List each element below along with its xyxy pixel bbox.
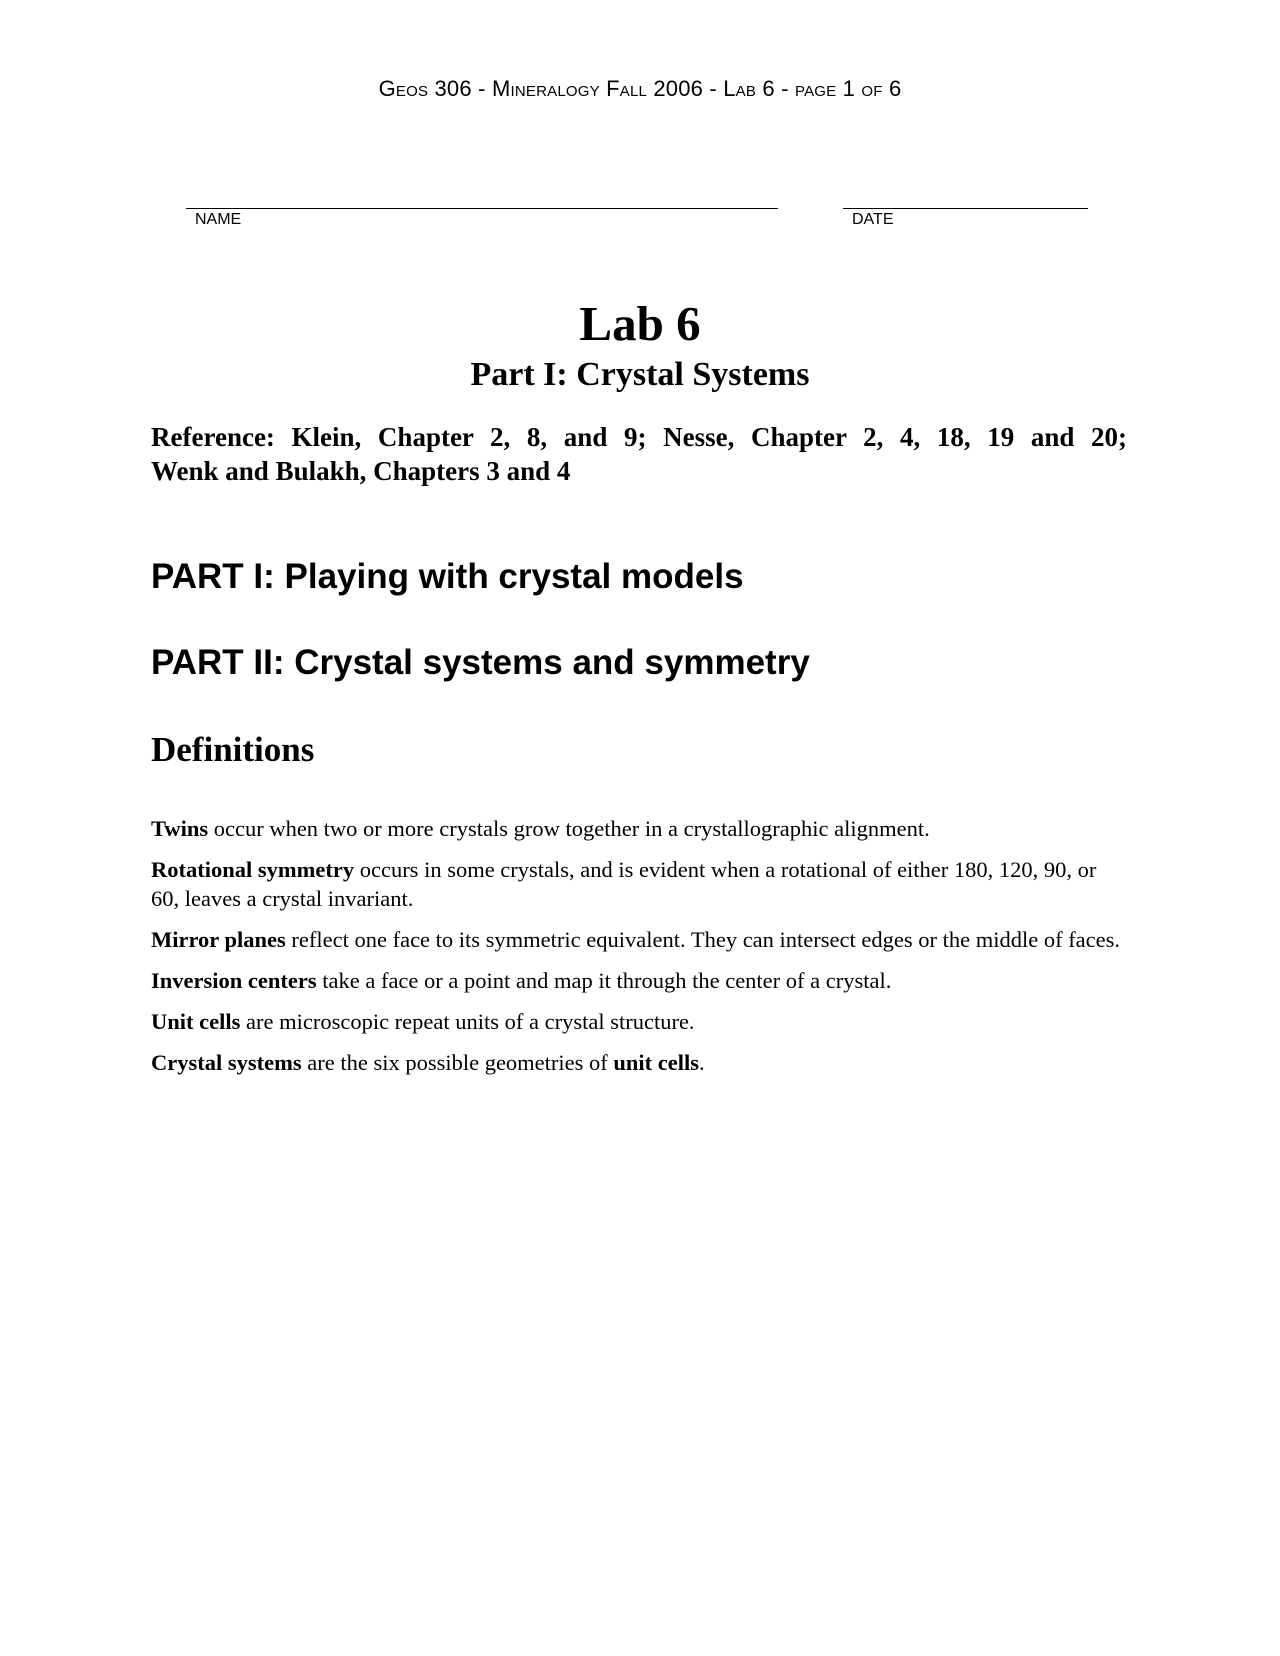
definition-text: reflect one face to its symmetric equivalent. They can intersect edges or the middle of faces. [285,927,1121,952]
definition-term: Crystal systems [151,1050,302,1075]
definition-term: Unit cells [151,1009,241,1034]
date-label: DATE [852,211,894,228]
definition-term: Mirror planes [151,927,286,952]
definition-term-inline: unit cells [613,1050,700,1075]
part-two-heading: PART II: Crystal systems and symmetry [151,643,810,682]
lab-title: Lab 6 [579,296,701,351]
definition-item [151,855,1127,913]
definitions-list [151,814,1127,1089]
definition-term: Inversion centers [151,968,317,993]
definition-item [151,966,1127,995]
name-label: NAME [195,211,242,228]
part-one-heading: PART I: Playing with crystal models [151,557,744,596]
definition-item [151,1048,1127,1077]
definition-term: Rotational symmetry [151,857,355,882]
definition-item [151,814,1127,843]
page-header: Geos 306 - Mineralogy Fall 2006 - Lab 6 - page 1 of 6 [378,76,902,101]
definition-term: Twins [151,816,209,841]
reference-line-1: Reference: Klein, Chapter 2, 8, and 9; Nesse, Chapter 2, 4, 18, 19 and 20; [151,422,1127,452]
definition-text: take a face or a point and map it through the center of a crystal. [316,968,892,993]
definition-text: are the six possible geometries of [301,1050,614,1075]
definition-item [151,925,1127,954]
reference-line-2: Wenk and Bulakh, Chapters 3 and 4 [151,456,571,486]
definition-text: are microscopic repeat units of a crystal structure. [240,1009,695,1034]
definition-text-end: . [699,1050,705,1075]
definitions-heading: Definitions [151,730,315,769]
definition-item [151,1007,1127,1036]
date-line [843,208,1088,209]
definition-text: occur when two or more crystals grow together in a crystallographic alignment. [208,816,930,841]
lab-subtitle: Part I: Crystal Systems [470,356,810,393]
definition-text: occurs in some crystals, and is evident when a rotational of either 180, 120, 90, or 60, leaves a crystal invariant. [151,857,1097,911]
reference-block [151,420,1127,488]
name-line [186,208,778,209]
